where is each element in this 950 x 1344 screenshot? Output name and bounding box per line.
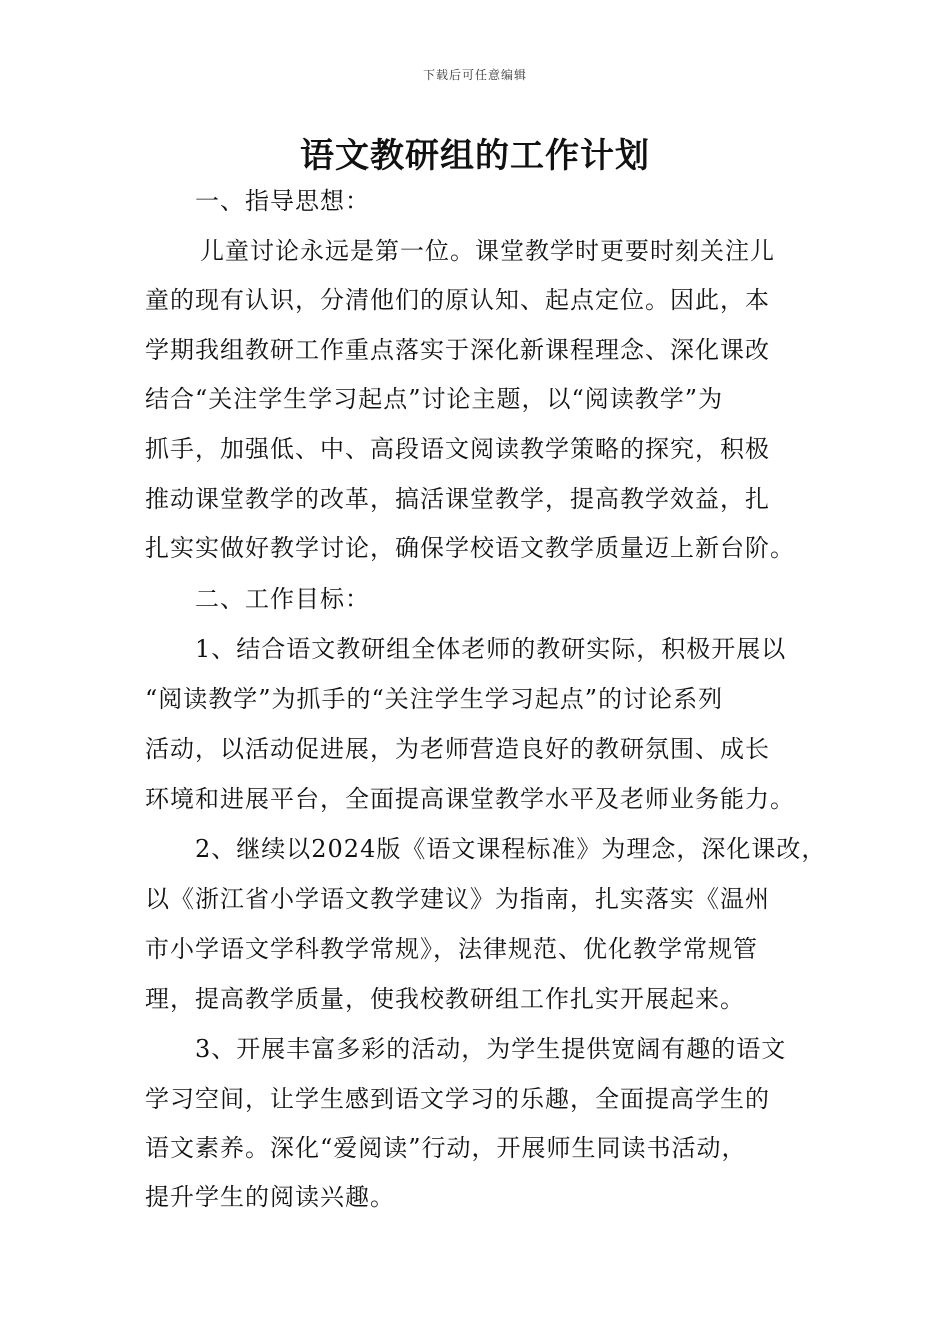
paragraph-line: 理，提高教学质量，使我校教研组工作扎实开展起来。 [145, 985, 745, 1013]
section-heading-work-goals: 二、工作目标： [195, 585, 370, 613]
paragraph-line: 以《浙江省小学语文教学建议》为指南，扎实落实《温州 [145, 885, 770, 913]
paragraph-line: 童的现有认识，分清他们的原认知、起点定位。因此，本 [145, 286, 770, 314]
paragraph-line: 扎实实做好教学讨论，确保学校语文教学质量迈上新台阶。 [145, 534, 795, 562]
paragraph-line: 2、继续以2024版《语文课程标准》为理念，深化课改， [195, 835, 827, 863]
paragraph-line: 语文素养。深化“爱阅读”行动，开展师生同读书活动， [145, 1134, 747, 1162]
section-heading-guiding-thought: 一、指导思想： [195, 187, 370, 215]
paragraph-line: 环境和进展平台，全面提高课堂教学水平及老师业务能力。 [145, 785, 795, 813]
paragraph-line: 学习空间，让学生感到语文学习的乐趣，全面提高学生的 [145, 1085, 770, 1113]
paragraph-line: 1、结合语文教研组全体老师的教研实际，积极开展以 [195, 635, 787, 663]
paragraph-line: 结合“关注学生学习起点”讨论主题，以“阅读教学”为 [145, 385, 724, 413]
paragraph-line: 推动课堂教学的改革，搞活课堂教学，提高教学效益，扎 [145, 485, 770, 513]
paragraph-line: 抓手，加强低、中、高段语文阅读教学策略的探究，积极 [145, 435, 770, 463]
paragraph-line: 市小学语文学科教学常规》，法律规范、优化教学常规管 [145, 935, 758, 963]
paragraph-line: 3、开展丰富多彩的活动，为学生提供宽阔有趣的语文 [195, 1035, 787, 1063]
document-title: 语文教研组的工作计划 [300, 136, 650, 176]
paragraph-line: 活动，以活动促进展，为老师营造良好的教研氛围、成长 [145, 735, 770, 763]
header-note: 下载后可任意编辑 [422, 68, 527, 82]
paragraph-line: 学期我组教研工作重点落实于深化新课程理念、深化课改 [145, 336, 770, 364]
paragraph-line: “阅读教学”为抓手的“关注学生学习起点”的讨论系列 [145, 685, 724, 713]
paragraph-line: 提升学生的阅读兴趣。 [145, 1183, 395, 1211]
paragraph-line: 儿童讨论永远是第一位。课堂教学时更要时刻关注儿 [200, 237, 775, 265]
